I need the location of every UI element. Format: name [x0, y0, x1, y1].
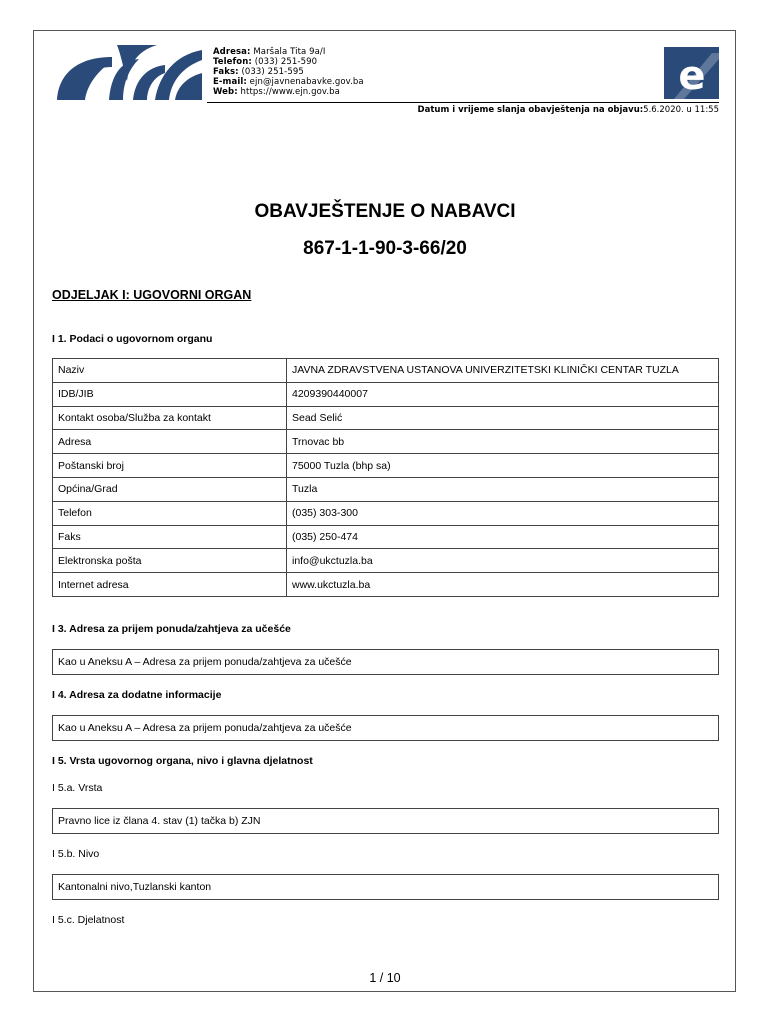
send-date-label: Datum i vrijeme slanja obavještenja na objavu: — [417, 105, 644, 115]
send-date-value: 5.6.2020. u 11:55 — [643, 105, 719, 115]
table-value: www.ukctuzla.ba — [287, 573, 719, 597]
table-value: Trnovac bb — [287, 430, 719, 454]
table-key: IDB/JIB — [53, 382, 287, 406]
table-key: Naziv — [53, 359, 287, 383]
table-value: JAVNA ZDRAVSTVENA USTANOVA UNIVERZITETSKI KLINIČKI CENTAR TUZLA — [287, 359, 719, 383]
phone-value: (033) 251-590 — [254, 57, 318, 67]
subheading-i3: I 3. Adresa za prijem ponuda/zahtjeva za učešće — [52, 623, 291, 635]
table-row — [53, 525, 719, 549]
table-key: Faks — [53, 525, 287, 549]
header-rule — [207, 102, 719, 103]
box-i3: Kao u Aneksu A – Adresa za prijem ponuda/zahtjeva za učešće — [52, 649, 719, 675]
subheading-i1: I 1. Podaci o ugovornom organu — [52, 333, 213, 345]
table-key: Elektronska pošta — [53, 549, 287, 573]
address-label: Adresa: — [213, 47, 251, 57]
ejn-logo — [57, 45, 202, 100]
box-i4: Kao u Aneksu A – Adresa za prijem ponuda/zahtjeva za učešće — [52, 715, 719, 741]
table-row — [53, 382, 719, 406]
table-value: (035) 250-474 — [287, 525, 719, 549]
fax-value: (033) 251-595 — [241, 67, 304, 77]
fax-label: Faks: — [213, 67, 239, 77]
box-i5b: Kantonalni nivo,Tuzlanski kanton — [52, 874, 719, 900]
subheading-i5: I 5. Vrsta ugovornog organa, nivo i glavna djelatnost — [52, 755, 313, 767]
table-row — [53, 549, 719, 573]
send-date — [418, 105, 719, 115]
table-value: Tuzla — [287, 477, 719, 501]
table-row — [53, 477, 719, 501]
email-label: E-mail: — [213, 77, 247, 87]
section-heading: ODJELJAK I: UGOVORNI ORGAN — [52, 288, 252, 302]
subheading-i4: I 4. Adresa za dodatne informacije — [52, 689, 222, 701]
table-key: Adresa — [53, 430, 287, 454]
table-value: 75000 Tuzla (bhp sa) — [287, 454, 719, 478]
table-row — [53, 430, 719, 454]
table-value: 4209390440007 — [287, 382, 719, 406]
e-logo — [664, 47, 719, 99]
table-row — [53, 406, 719, 430]
table-row — [53, 501, 719, 525]
email-value: ejn@javnenabavke.gov.ba — [249, 77, 364, 87]
table-row — [53, 573, 719, 597]
label-i5a: I 5.a. Vrsta — [52, 782, 103, 794]
box-i5a: Pravno lice iz člana 4. stav (1) tačka b) ZJN — [52, 808, 719, 834]
table-key: Kontakt osoba/Služba za kontakt — [53, 406, 287, 430]
table-key: Internet adresa — [53, 573, 287, 597]
contracting-authority-table — [52, 358, 719, 597]
web-label: Web: — [213, 87, 238, 97]
web-value: https://www.ejn.gov.ba — [240, 87, 340, 97]
table-value: Sead Selić — [287, 406, 719, 430]
document-title: OBAVJEŠTENJE O NABAVCI — [254, 201, 516, 222]
document-number: 867-1-1-90-3-66/20 — [303, 238, 467, 259]
label-i5b: I 5.b. Nivo — [52, 848, 100, 860]
label-i5c: I 5.c. Djelatnost — [52, 914, 125, 926]
phone-label: Telefon: — [213, 57, 252, 67]
table-key: Općina/Grad — [53, 477, 287, 501]
table-row — [53, 359, 719, 383]
page-number: 1 / 10 — [369, 971, 401, 985]
table-key: Poštanski broj — [53, 454, 287, 478]
table-value: info@ukctuzla.ba — [287, 549, 719, 573]
header-contact-info — [213, 47, 364, 97]
table-key: Telefon — [53, 501, 287, 525]
table-value: (035) 303-300 — [287, 501, 719, 525]
table-row — [53, 454, 719, 478]
e-logo-letter: e — [678, 53, 706, 99]
address-value: Maršala Tita 9a/I — [253, 47, 326, 57]
